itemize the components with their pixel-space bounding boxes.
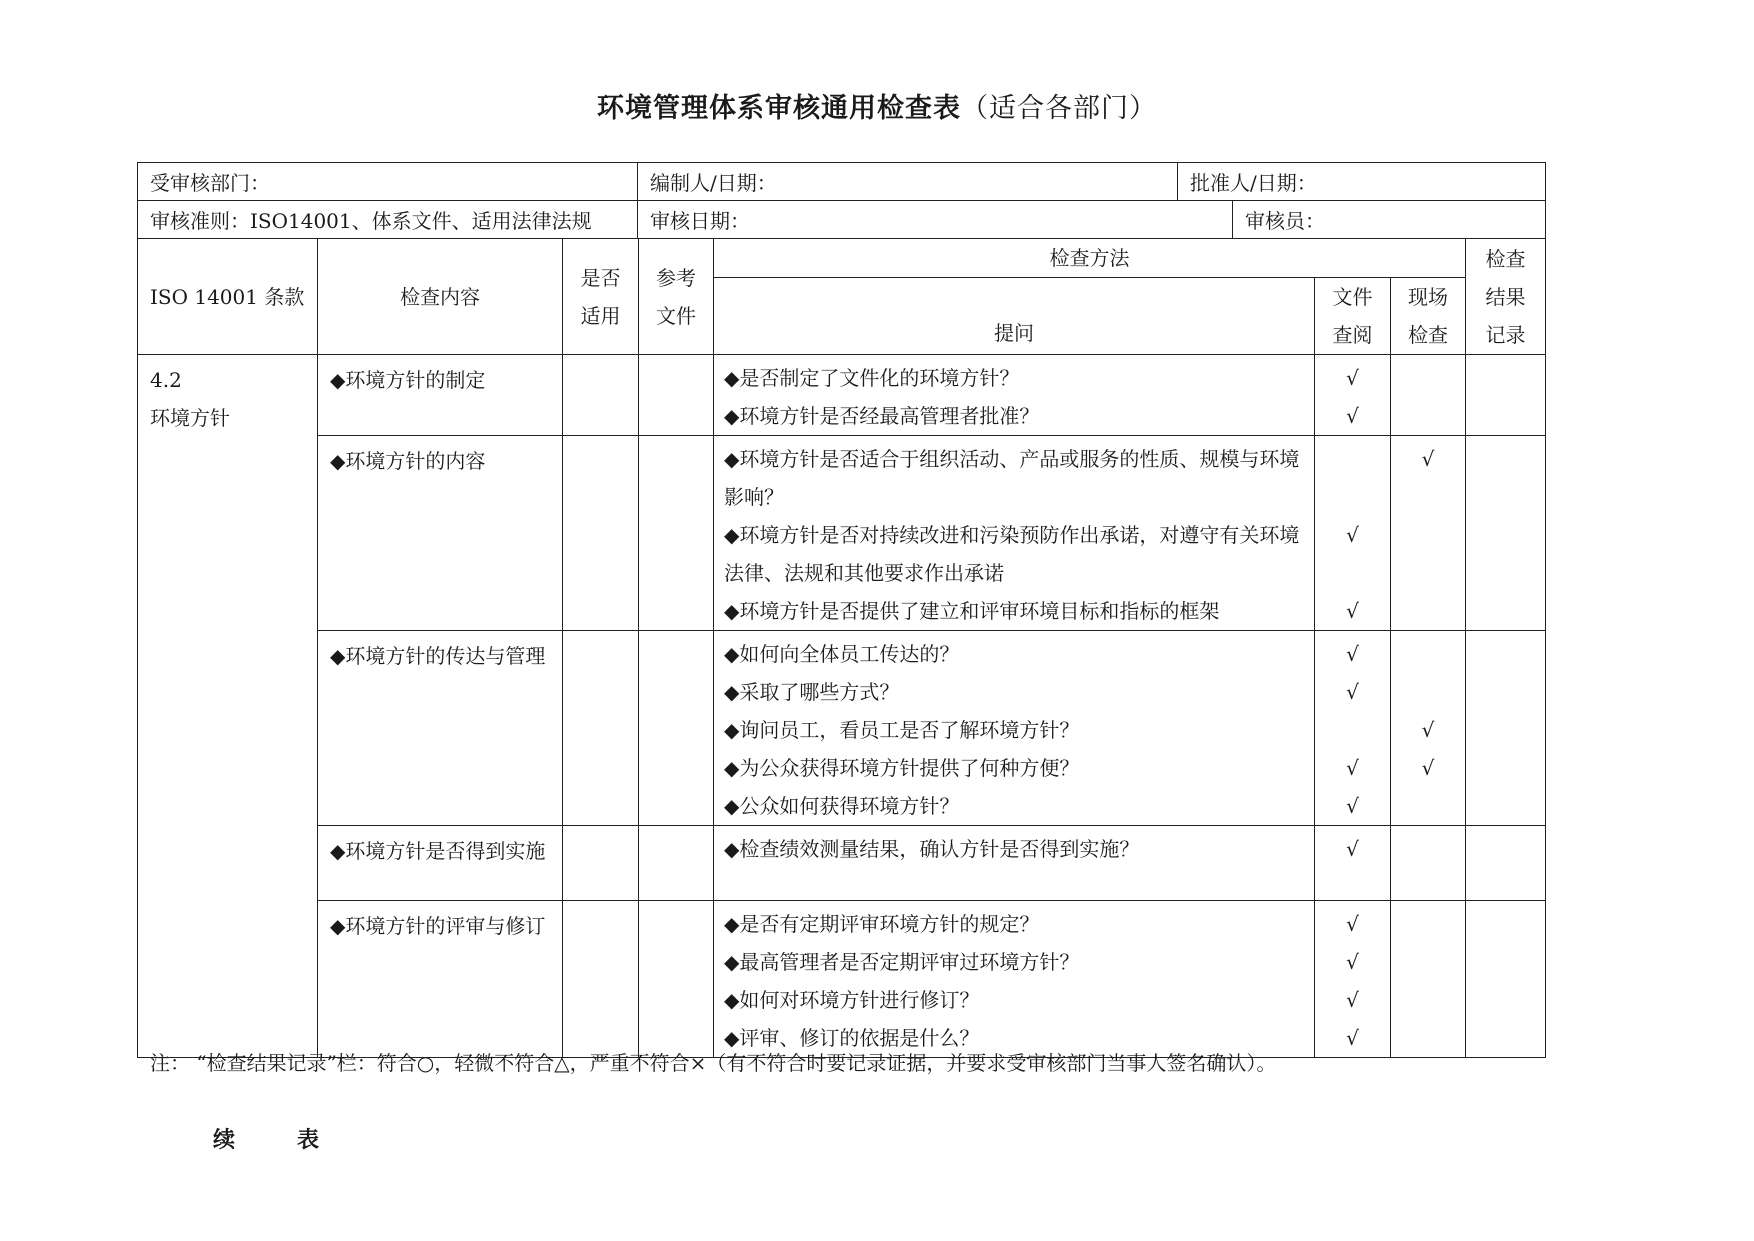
question-item: ◆环境方针是否经最高管理者批准？ [724,404,1040,428]
site-check-cell [1391,901,1466,1058]
applicable-cell[interactable] [563,631,639,826]
criteria-field: 审核准则：ISO14001、体系文件、适用法律法规 [138,201,638,239]
question-item: ◆最高管理者是否定期评审过环境方针？ [724,950,1080,974]
check-mark-icon [1391,397,1465,435]
continued-label: 续表 [213,1127,382,1153]
doc-review-cell [1315,355,1391,436]
reference-cell[interactable] [639,355,714,436]
result-cell[interactable] [1466,826,1546,901]
check-mark-icon: √ [1346,523,1359,547]
check-mark-icon [1391,905,1465,943]
check-mark-icon [1315,440,1390,516]
auditor-field[interactable]: 审核员： [1233,201,1546,239]
question-item: ◆评审、修订的依据是什么？ [724,1026,980,1050]
content-cell [318,901,563,1058]
check-mark-icon [1391,943,1465,981]
checklist-table [137,238,1546,1058]
dept-field[interactable]: 受审核部门： [138,163,638,201]
col-site-check: 现场检查 [1391,278,1466,355]
col-content: 检查内容 [318,239,563,355]
question-item: ◆公众如何获得环境方针？ [724,794,960,818]
compiler-field[interactable]: 编制人/日期： [638,163,1178,201]
reference-cell[interactable] [639,826,714,901]
col-reference: 参考文件 [639,239,714,355]
reference-cell[interactable] [639,631,714,826]
check-mark-icon: √ [1421,756,1435,780]
site-check-cell [1391,436,1466,631]
question-cell [714,436,1315,631]
question-item: ◆是否制定了文件化的环境方针？ [724,366,1020,390]
header-row-1 [137,162,1546,201]
clause-number: 4.2 [150,368,182,392]
question-cell [714,826,1315,901]
content-cell [318,436,563,631]
table-row [138,826,1546,901]
check-mark-icon [1315,711,1390,749]
content-text: ◆环境方针的制定 [330,368,486,392]
site-check-cell [1391,826,1466,901]
question-item: ◆环境方针是否对持续改进和污染预防作出承诺，对遵守有关环境法律、法规和其他要求作出承诺 [724,523,1300,585]
check-mark-icon: √ [1346,404,1359,428]
result-cell[interactable] [1466,355,1546,436]
question-cell [714,901,1315,1058]
check-mark-icon: √ [1421,447,1435,471]
check-mark-icon: √ [1346,1026,1359,1050]
col-result: 检查结果记录 [1466,239,1546,355]
check-mark-icon: √ [1346,988,1359,1012]
table-row [138,355,1546,436]
check-mark-icon: √ [1346,642,1359,666]
check-mark-icon: √ [1346,912,1359,936]
question-item: ◆检查绩效测量结果，确认方针是否得到实施？ [724,837,1140,861]
site-check-cell [1391,355,1466,436]
check-mark-icon [1391,516,1465,592]
applicable-cell[interactable] [563,355,639,436]
question-item: ◆环境方针是否提供了建立和评审环境目标和指标的框架 [724,599,1220,623]
check-mark-icon [1391,981,1465,1019]
content-cell [318,355,563,436]
header-row-2 [137,200,1546,239]
site-check-cell [1391,631,1466,826]
col-clause: ISO 14001 条款 [138,239,318,355]
col-question: 提问 [714,278,1315,355]
reference-cell[interactable] [639,436,714,631]
question-cell [714,631,1315,826]
content-text: ◆环境方针的传达与管理 [330,644,546,668]
question-item: ◆如何向全体员工传达的？ [724,642,960,666]
col-applicable: 是否适用 [563,239,639,355]
content-cell [318,631,563,826]
question-item: ◆为公众获得环境方针提供了何种方便？ [724,756,1080,780]
check-mark-icon: √ [1346,950,1359,974]
check-mark-icon [1391,787,1465,825]
check-mark-icon: √ [1346,794,1359,818]
applicable-cell[interactable] [563,826,639,901]
content-text: ◆环境方针是否得到实施 [330,839,546,863]
col-method: 检查方法 [714,239,1466,278]
page-title [0,86,1754,125]
check-mark-icon: √ [1346,837,1359,861]
col-doc-review: 文件查阅 [1315,278,1391,355]
check-mark-icon: √ [1346,756,1359,780]
audit-date-field[interactable]: 审核日期： [638,201,1233,239]
check-mark-icon [1391,1019,1465,1057]
check-mark-icon [1391,635,1465,673]
reference-cell[interactable] [639,901,714,1058]
question-item: ◆环境方针是否适合于组织活动、产品或服务的性质、规模与环境影响？ [724,447,1300,509]
doc-review-cell [1315,901,1391,1058]
table-row [138,901,1546,1058]
applicable-cell[interactable] [563,901,639,1058]
clause-cell [138,355,318,1058]
check-mark-icon: √ [1346,599,1359,623]
question-item: ◆是否有定期评审环境方针的规定？ [724,912,1040,936]
doc-review-cell [1315,631,1391,826]
question-item: ◆询问员工，看员工是否了解环境方针？ [724,718,1080,742]
table-row [138,436,1546,631]
check-mark-icon [1391,592,1465,630]
question-item: ◆采取了哪些方式？ [724,680,900,704]
result-cell[interactable] [1466,436,1546,631]
result-cell[interactable] [1466,631,1546,826]
clause-text [138,355,317,437]
check-mark-icon: √ [1346,680,1359,704]
content-cell [318,826,563,901]
legend-note: 注： “检查结果记录”栏：符合○，轻微不符合△，严重不符合×（有不符合时要记录证据，并要求受审核部门当事人签名确认）。 [150,1051,1277,1075]
doc-review-cell [1315,826,1391,901]
check-mark-icon [1391,830,1465,868]
title-main: 环境管理体系审核通用检查表 [597,93,961,124]
table-row [138,631,1546,826]
result-cell[interactable] [1466,901,1546,1058]
title-sub: （适合各部门） [961,93,1157,124]
applicable-cell[interactable] [563,436,639,631]
approver-field[interactable]: 批准人/日期： [1178,163,1546,201]
check-mark-icon [1391,359,1465,397]
question-cell [714,355,1315,436]
content-text: ◆环境方针的评审与修订 [330,914,546,938]
doc-review-cell [1315,436,1391,631]
check-mark-icon [1391,673,1465,711]
question-item: ◆如何对环境方针进行修订？ [724,988,980,1012]
content-text: ◆环境方针的内容 [330,449,486,473]
clause-name: 环境方针 [150,406,230,430]
check-mark-icon: √ [1421,718,1435,742]
check-mark-icon: √ [1346,366,1359,390]
